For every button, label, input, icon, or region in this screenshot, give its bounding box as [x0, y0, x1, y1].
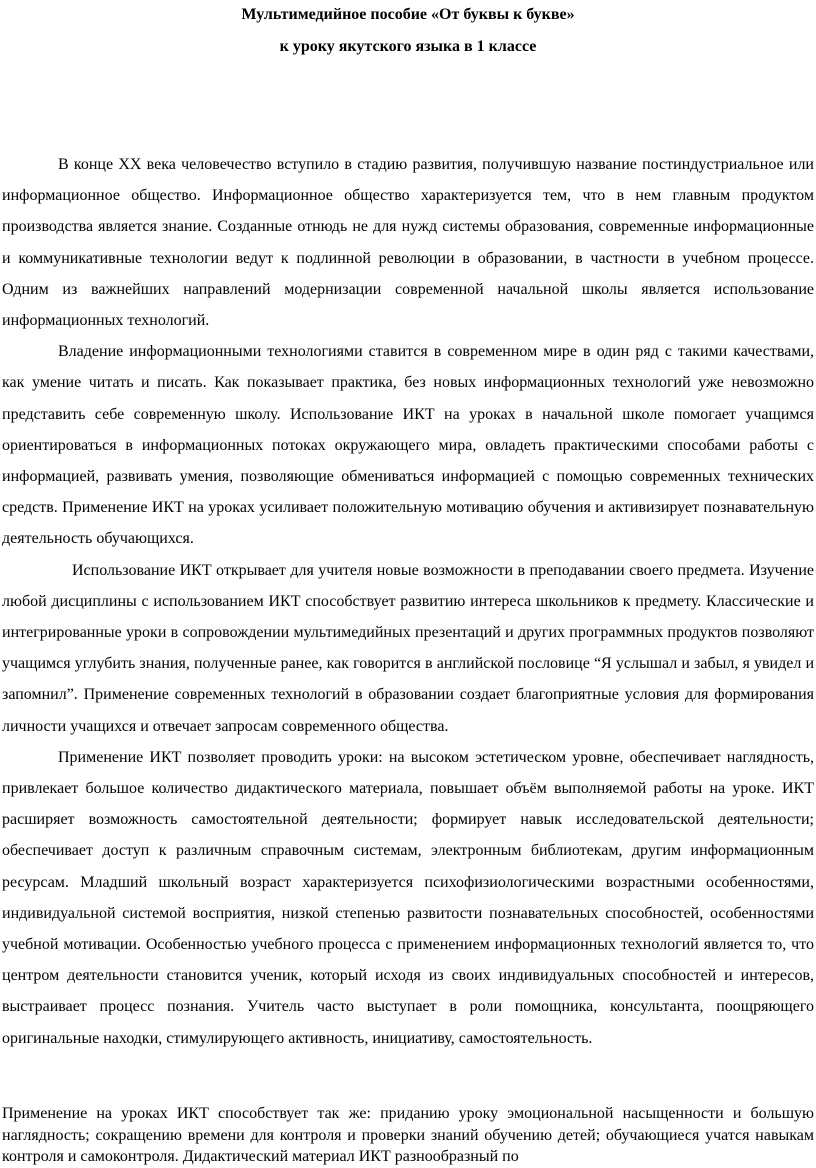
document-title: Мультимедийное пособие «От буквы к букве» — [241, 6, 575, 23]
paragraph-1: В конце ХХ века человечество вступило в стадию развития, получившую название постиндустриальное или информационное общество. Информационное общество характеризуется тем, что в нем главным продуктом производства является знание. Созданные отнюдь не для нужд системы образования, современные информационные и коммуникативные технологии ведут к подлинной революции в образовании, в частности в учебном процессе. Одним из важнейших направлений модернизации современной начальной школы является использование информационных технологий. — [2, 156, 814, 330]
paragraph-5: Применение на уроках ИКТ способствует так же: приданию уроку эмоциональной насыщенности и большую наглядность; сокращению времени для контроля и проверки знаний обучению детей; обучающиеся учатся навыкам контроля и самоконтроля. Дидактический материал ИКТ разнообразный по — [2, 1105, 814, 1165]
paragraph-4: Применение ИКТ позволяет проводить уроки: на высоком эстетическом уровне, обеспечивает наглядность, привлекает большое количество дидактического материала, повышает объём выполняемой работы на уроке. ИКТ расширяет возможность самостоятельной деятельности; формирует навык исследовательской деятельности; обеспечивает доступ к различным справочным системам, электронным библиотекам, другим информационным ресурсам. Младший школьный возраст характеризуется психофизиологическими возрастными особенностями, индивидуальной системой восприятия, низкой степенью развитости познавательных способностей, особенностями учебной мотивации. Особенностью учебного процесса с применением информационных технологий является то, что центром деятельности становится ученик, который исходя из своих индивидуальных способностей и интересов, выстраивает процесс познания. Учитель часто выступает в роли помощника, консультанта, поощряющего оригинальные находки, стимулирующего активность, инициативу, самостоятельность. — [2, 748, 814, 1047]
paragraph-2: Владение информационными технологиями ставится в современном мире в один ряд с такими качествами, как умение читать и писать. Как показывает практика, без новых информационных технологий уже невозможно представить себе современную школу. Использование ИКТ на уроках в начальной школе помогает учащимся ориентироваться в информационных потоках окружающего мира, овладеть практическими способами работы с информацией, развивать умения, позволяющие обмениваться информацией с помощью современных технических средств. Применение ИКТ на уроках усиливает положительную мотивацию обучения и активизирует познавательную деятельность обучающихся. — [2, 343, 814, 548]
document-body — [2, 149, 814, 1054]
paragraph-3: Использование ИКТ открывает для учителя новые возможности в преподавании своего предмета. Изучение любой дисциплины с использованием ИКТ способствует развитию интереса школьников к предмету. Классические и интегрированные уроки в сопровождении мультимедийных презентаций и других программных продуктов позволяют учащимся углубить знания, полученные ранее, как говорится в английской пословице “Я услышал и забыл, я увидел и запомнил”. Применение современных технологий в образовании создает благоприятные условия для формирования личности учащихся и отвечает запросам современного общества. — [2, 561, 814, 735]
document-subtitle: к уроку якутского языка в 1 классе — [279, 38, 537, 55]
